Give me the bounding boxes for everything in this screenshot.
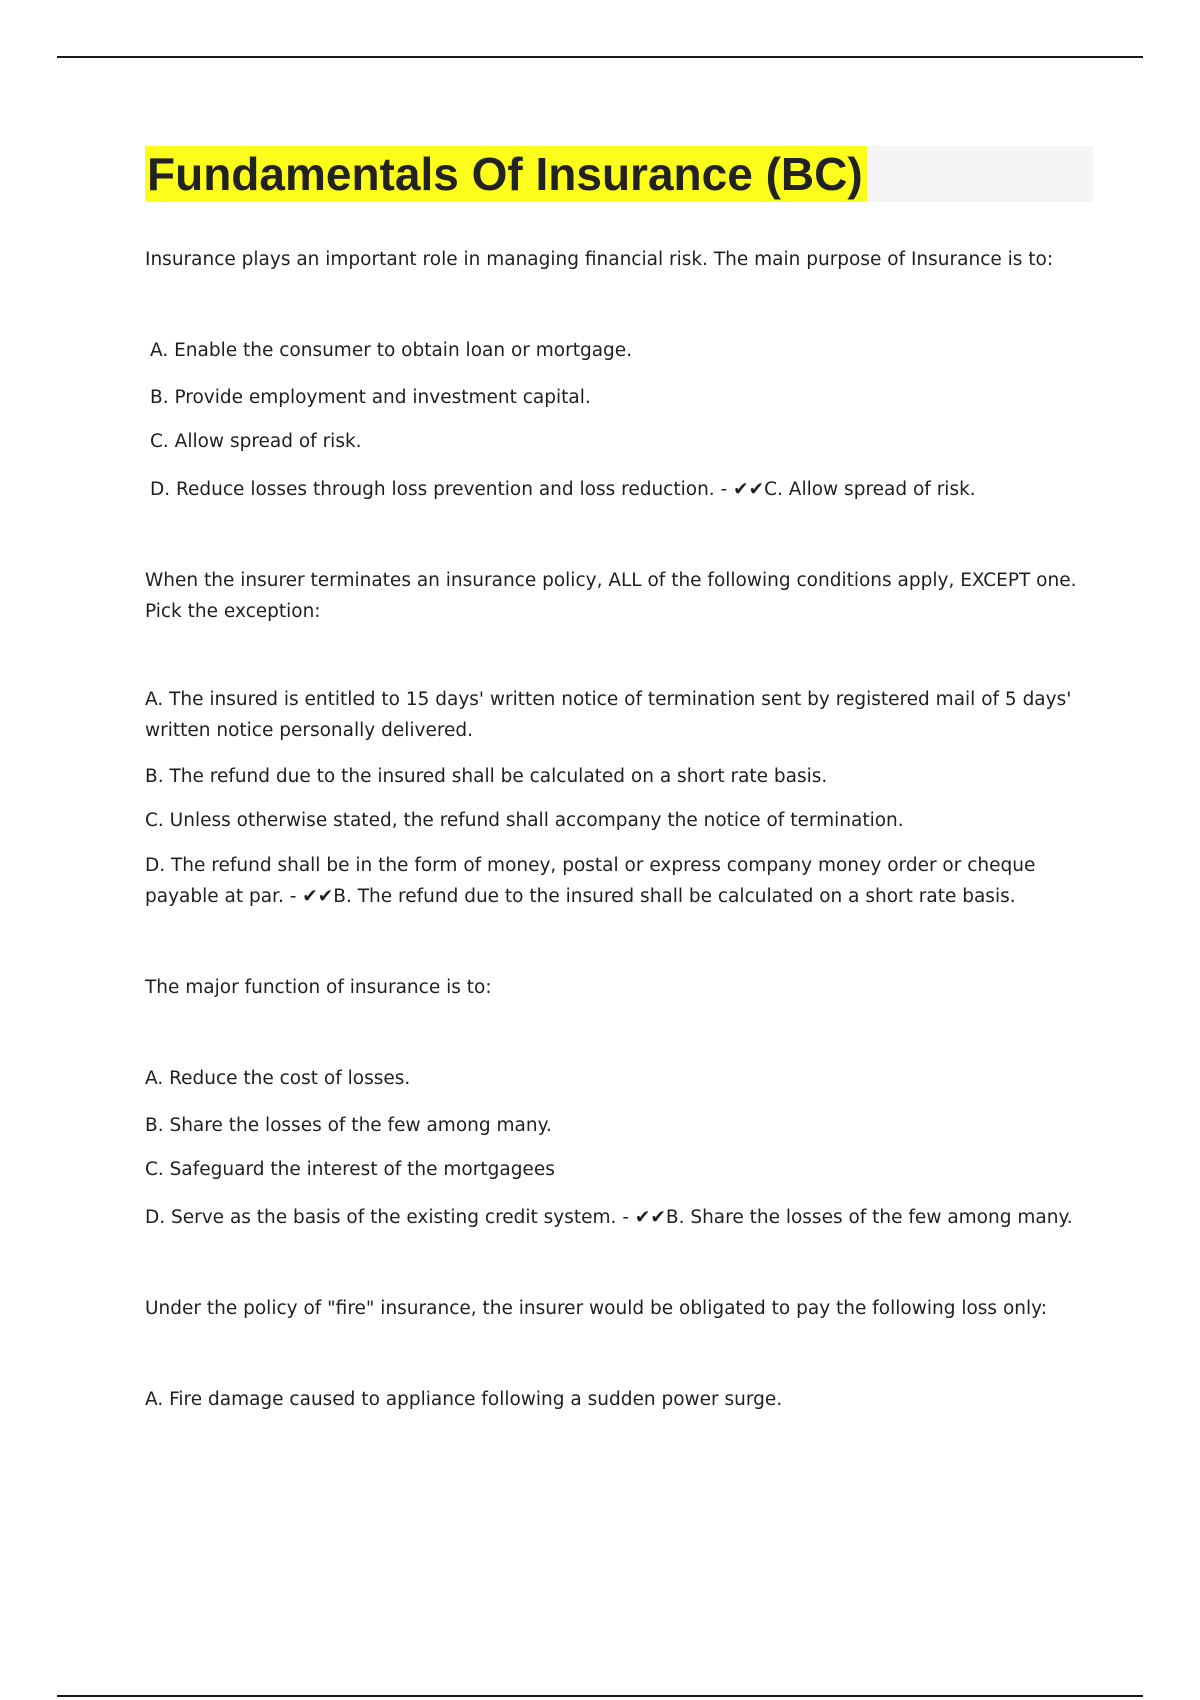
question-1-option-b: B. Provide employment and investment capital. (150, 387, 591, 408)
question-3-prompt: The major function of insurance is to: (145, 977, 492, 998)
question-2-option-c: C. Unless otherwise stated, the refund shall accompany the notice of termination. (145, 810, 904, 831)
question-1-option-c: C. Allow spread of risk. (150, 431, 362, 452)
question-1-option-a: A. Enable the consumer to obtain loan or mortgage. (150, 340, 633, 361)
question-1-prompt: Insurance plays an important role in managing financial risk. The main purpose of Insurance is to: (145, 249, 1054, 270)
question-4-prompt: Under the policy of "fire" insurance, the insurer would be obligated to pay the following loss only: (145, 1298, 1047, 1319)
question-3-option-c: C. Safeguard the interest of the mortgagees (145, 1159, 555, 1180)
question-2-option-d: D. The refund shall be in the form of money, postal or express company money order or cheque payable at par. - ✔✔B. The refund due to the insured shall be calculated on a short rate basis. (145, 855, 1036, 907)
question-4-option-a: A. Fire damage caused to appliance following a sudden power surge. (145, 1389, 783, 1410)
header-rule (57, 56, 1143, 58)
question-2-prompt: When the insurer terminates an insurance policy, ALL of the following conditions apply, EXCEPT one. Pick the exception: (145, 570, 1077, 622)
question-3-option-b: B. Share the losses of the few among many. (145, 1115, 552, 1136)
question-3-option-a: A. Reduce the cost of losses. (145, 1068, 411, 1089)
page-title: Fundamentals Of Insurance (BC) (145, 146, 867, 202)
question-3-option-d: D. Serve as the basis of the existing credit system. - ✔✔B. Share the losses of the few among many. (145, 1207, 1073, 1228)
footer-rule (57, 1695, 1143, 1697)
question-2-option-a: A. The insured is entitled to 15 days' written notice of termination sent by registered mail of 5 days' written notice personally delivered. (145, 689, 1072, 741)
question-2-option-b: B. The refund due to the insured shall be calculated on a short rate basis. (145, 766, 828, 787)
question-1-option-d: D. Reduce losses through loss prevention and loss reduction. - ✔✔C. Allow spread of risk. (150, 479, 976, 500)
